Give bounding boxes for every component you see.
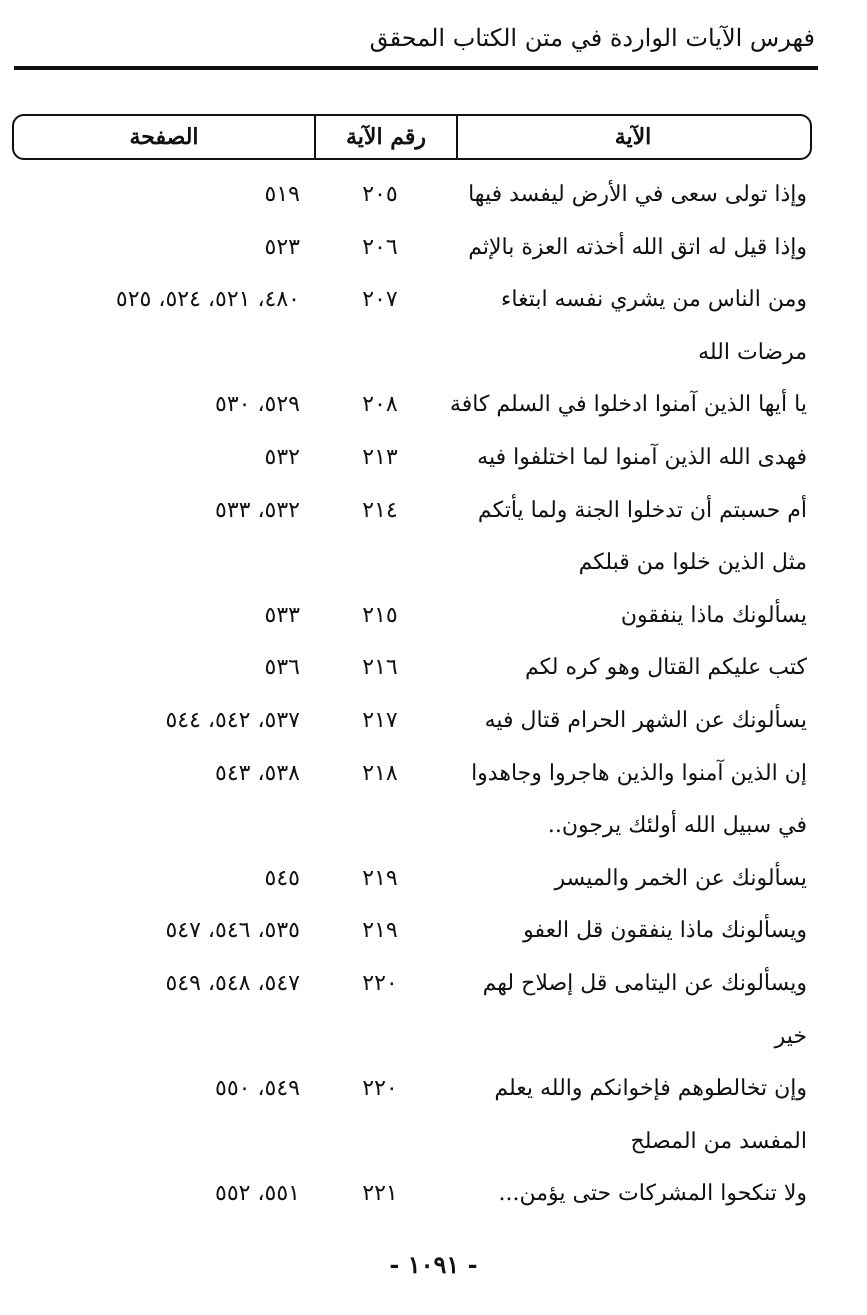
page-references-text: ٥٤٥: [264, 866, 300, 891]
column-header-verse-number: رقم الآية: [314, 116, 458, 158]
page-references: [20, 603, 300, 628]
verse-text: ويسألونك ماذا ينفقون قل العفو: [523, 918, 807, 943]
verse-number: ٢١٨: [362, 761, 398, 786]
column-header-page: الصفحة: [129, 124, 199, 150]
verse-number: ٢٠٦: [362, 235, 398, 260]
table-row: [0, 971, 867, 1027]
verse-text: وإذا تولى سعى في الأرض ليفسد فيها: [468, 182, 807, 207]
page-references: [20, 235, 300, 260]
verse-text: خير: [774, 1024, 807, 1049]
verse-text: يسألونك عن الشهر الحرام قتال فيه: [484, 708, 807, 733]
verse-number: ٢١٦: [362, 655, 398, 680]
verse-number: ٢١٧: [362, 708, 398, 733]
verse-text: يا أيها الذين آمنوا ادخلوا في السلم كافة: [449, 392, 807, 417]
verse-number: ٢٢١: [362, 1181, 398, 1206]
table-header: [12, 114, 812, 160]
table-row: [0, 813, 867, 869]
page-references-text: ٥٣٧، ٥٤٢، ٥٤٤: [165, 708, 300, 733]
page-references: [20, 708, 300, 733]
verse-number: ٢١٩: [362, 866, 398, 891]
table-row: [0, 1129, 867, 1185]
table-row: [0, 1024, 867, 1080]
table-row: [0, 445, 867, 501]
table-row: [0, 550, 867, 606]
page-references: [20, 655, 300, 680]
table-row: [0, 498, 867, 554]
verse-text: ويسألونك عن اليتامى قل إصلاح لهم: [482, 971, 807, 996]
verse-text: يسألونك عن الخمر والميسر: [554, 866, 807, 891]
page-references-text: ٥٤٧، ٥٤٨، ٥٤٩: [165, 971, 300, 996]
page-references-text: ٥٣٢، ٥٣٣: [215, 498, 300, 523]
page-references-text: ٥٢٣: [264, 235, 300, 260]
page-references-text: ٥١٩: [264, 182, 300, 207]
verse-text: مثل الذين خلوا من قبلكم: [578, 550, 807, 575]
page-references-text: ٥٣٦: [264, 655, 300, 680]
page-references: [20, 761, 300, 786]
verse-number: ٢١٤: [362, 498, 398, 523]
page-references-text: ٥٣٥، ٥٤٦، ٥٤٧: [165, 918, 300, 943]
verse-text: إن الذين آمنوا والذين هاجروا وجاهدوا: [471, 761, 807, 786]
page-references: [20, 445, 300, 470]
page-references: [20, 1076, 300, 1101]
page-references: [20, 866, 300, 891]
page-references-text: ٥٣٣: [264, 603, 300, 628]
page-references-text: ٥٥١، ٥٥٢: [215, 1181, 300, 1206]
page-references: [20, 550, 300, 575]
verse-number: ٢٠٧: [362, 287, 398, 312]
page-references: [20, 1181, 300, 1206]
verse-text: أم حسبتم أن تدخلوا الجنة ولما يأتكم: [477, 498, 807, 523]
verse-text: ومن الناس من يشري نفسه ابتغاء: [501, 287, 807, 312]
table-row: [0, 866, 867, 922]
table-row: [0, 918, 867, 974]
table-row: [0, 182, 867, 238]
page-references: [20, 918, 300, 943]
table-row: [0, 655, 867, 711]
verse-number: ٢٢٠: [362, 1076, 398, 1101]
page-references: [20, 392, 300, 417]
page-references-text: ٥٢٩، ٥٣٠: [215, 392, 300, 417]
verse-text: كتب عليكم القتال وهو كره لكم: [524, 655, 807, 680]
verse-number: ٢١٩: [362, 918, 398, 943]
page-references: [20, 1024, 300, 1049]
verse-text: المفسد من المصلح: [630, 1129, 807, 1154]
verse-text: وإذا قيل له اتق الله أخذته العزة بالإثم: [468, 235, 807, 260]
verse-text: فهدى الله الذين آمنوا لما اختلفوا فيه: [477, 445, 807, 470]
page-references: [20, 813, 300, 838]
page-references-text: ٥٣٨، ٥٤٣: [215, 761, 300, 786]
table-row: [0, 603, 867, 659]
verse-number: ٢١٣: [362, 445, 398, 470]
table-row: [0, 708, 867, 764]
verse-number: ٢٠٥: [362, 182, 398, 207]
table-row: [0, 235, 867, 291]
running-header-title: فهرس الآيات الواردة في متن الكتاب المحقق: [369, 24, 815, 52]
verse-number: ٢٢٠: [362, 971, 398, 996]
verse-text: مرضات الله: [698, 340, 807, 365]
page-number: - ١٠٩١ -: [389, 1250, 478, 1279]
page-references: [20, 340, 300, 365]
table-row: [0, 761, 867, 817]
page-references-text: ٤٨٠، ٥٢١، ٥٢٤، ٥٢٥: [115, 287, 300, 312]
page-references: [20, 182, 300, 207]
page-references: [20, 1129, 300, 1154]
table-row: [0, 1181, 867, 1237]
verse-text: ولا تنكحوا المشركات حتى يؤمن...: [498, 1181, 807, 1206]
verse-text: في سبيل الله أولئك يرجون..: [547, 813, 807, 838]
header-rule: [14, 66, 818, 70]
table-row: [0, 340, 867, 396]
table-row: [0, 287, 867, 343]
verse-number: ٢٠٨: [362, 392, 398, 417]
verse-text: يسألونك ماذا ينفقون: [620, 603, 807, 628]
verse-number: ٢١٥: [362, 603, 398, 628]
table-row: [0, 392, 867, 448]
page-references: [20, 971, 300, 996]
page-references-text: ٥٤٩، ٥٥٠: [215, 1076, 300, 1101]
page-references: [20, 287, 300, 312]
verse-text: وإن تخالطوهم فإخوانكم والله يعلم: [494, 1076, 807, 1101]
table-row: [0, 1076, 867, 1132]
page-references: [20, 498, 300, 523]
page-references-text: ٥٣٢: [264, 445, 300, 470]
column-header-verse: الآية: [614, 124, 652, 150]
